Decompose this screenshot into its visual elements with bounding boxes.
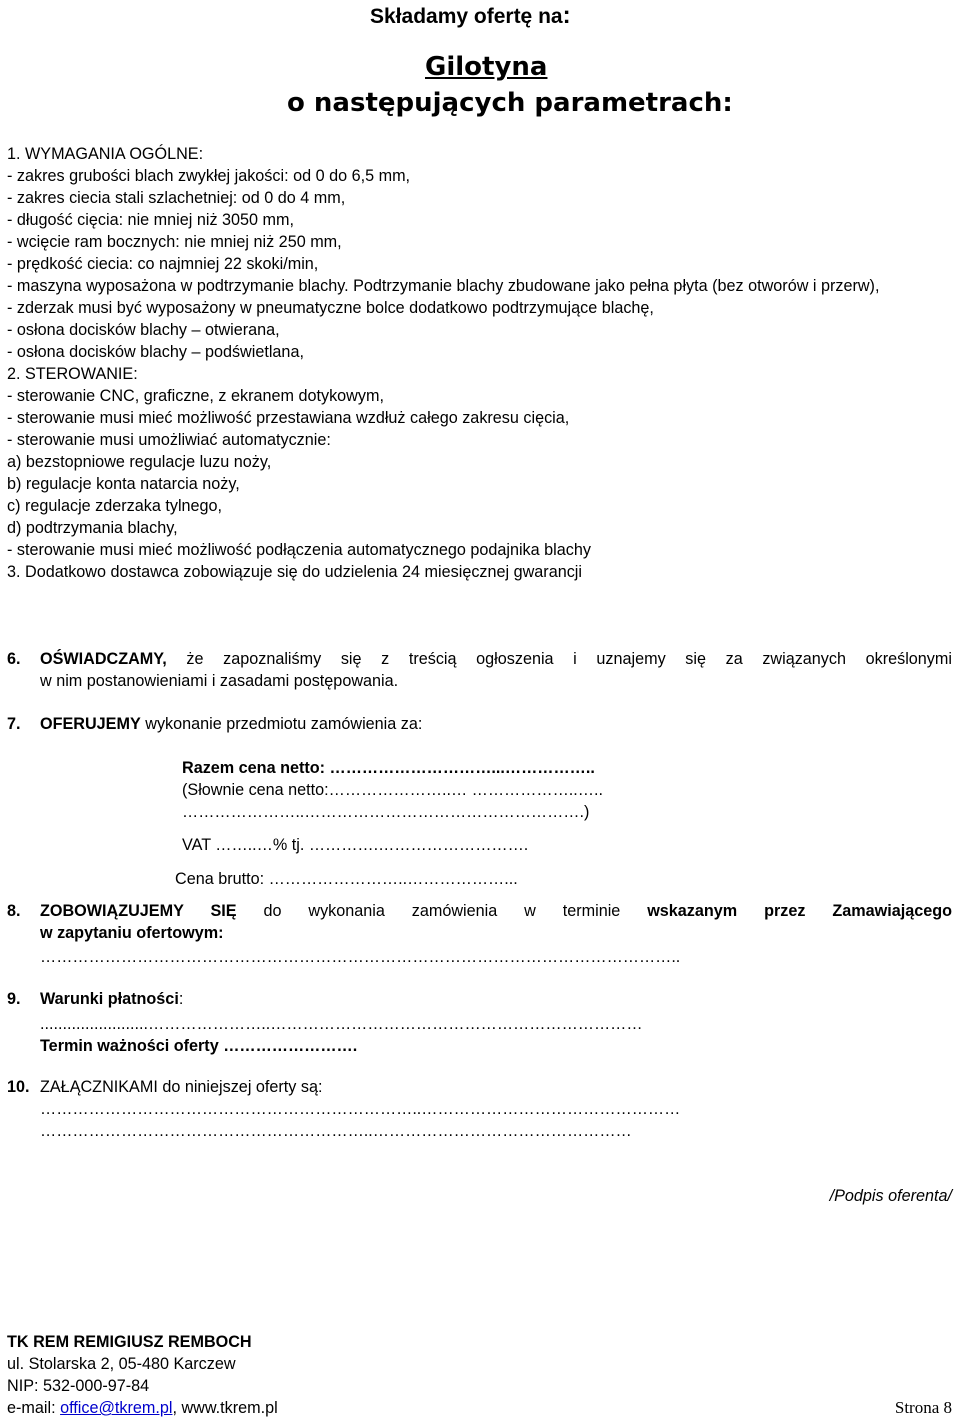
- declaration-text-2: w nim postanowieniami i zasadami postępowania.: [40, 672, 399, 690]
- attachments-field-1[interactable]: ……………………………………………………………..…………………………………………: [40, 1100, 681, 1118]
- section-number: 8.: [7, 902, 21, 920]
- offer-label: OFERUJEMY: [40, 715, 141, 733]
- email-label: e-mail:: [7, 1399, 61, 1417]
- net-price-words-cont[interactable]: …………………..…………………………………………….): [182, 803, 590, 821]
- commitment-label: ZOBOWIĄZUJEMY SIĘ: [40, 902, 237, 920]
- deadline-field[interactable]: ………………………………………………………………………………………………………..: [40, 948, 681, 966]
- warranty-line: 3. Dodatkowo dostawca zobowiązuje się do udzielenia 24 miesięcznej gwarancji: [7, 563, 582, 581]
- section-offer-price: [7, 713, 952, 735]
- control-item: a) bezstopniowe regulacje luzu noży,: [7, 453, 272, 471]
- commitment-text-2: w zapytaniu ofertowym:: [40, 924, 224, 942]
- section-number: 6.: [7, 650, 21, 668]
- control-heading: 2. STEROWANIE:: [7, 365, 138, 383]
- validity-field[interactable]: …………………….: [218, 1037, 358, 1055]
- control-item: d) podtrzymania blachy,: [7, 519, 178, 537]
- company-address: ul. Stolarska 2, 05-480 Karczew: [7, 1355, 236, 1373]
- declaration-text: że zapoznaliśmy się z treścią ogłoszenia i uznajemy się za związanych określonymi: [166, 650, 952, 668]
- req-item: - zakres ciecia stali szlachetniej: od 0 do 4 mm,: [7, 189, 346, 207]
- commitment-text: do wykonania zamówienia w terminie: [236, 902, 648, 920]
- subject-title: Gilotyna: [425, 52, 548, 82]
- section-payment: 9. Warunki płatności: ........................…………………..…………………………………………………………… Termin ważności oferty …………………….: [7, 988, 952, 1057]
- parameters-subtitle: o następujących parametrach:: [287, 88, 733, 118]
- company-nip: NIP: 532-000-97-84: [7, 1377, 150, 1395]
- section-number: 9.: [7, 990, 21, 1008]
- page-number: Strona 8: [894, 1398, 952, 1417]
- payment-field[interactable]: ........................…………………..……………………………………………………………: [40, 1015, 643, 1033]
- req-item: - długość cięcia: nie mniej niż 3050 mm,: [7, 211, 295, 229]
- req-item: - osłona docisków blachy – podświetlana,: [7, 343, 304, 361]
- email-link[interactable]: office@tkrem.pl: [60, 1399, 173, 1417]
- declaration-label: OŚWIADCZAMY,: [40, 650, 167, 668]
- payment-label: Warunki płatności: [40, 990, 179, 1008]
- req-item: - wcięcie ram bocznych: nie mniej niż 250 mm,: [7, 233, 342, 251]
- req-item: - zderzak musi być wyposażony w pneumatyczne bolce dodatkowo podtrzymujące blachę,: [7, 299, 654, 317]
- attachments-label: ZAŁĄCZNIKAMI do niniejszej oferty są:: [40, 1078, 323, 1096]
- control-item: - sterowanie musi mieć możliwość przestawiana wzdłuż całego zakresu cięcia,: [7, 409, 570, 427]
- attachments-field-2[interactable]: ……………………………………………………..…………………………………………: [40, 1122, 632, 1140]
- req-item: - osłona docisków blachy – otwierana,: [7, 321, 280, 339]
- control-item: - sterowanie musi mieć możliwość podłączenia automatycznego podajnika blachy: [7, 541, 591, 559]
- general-heading: 1. WYMAGANIA OGÓLNE:: [7, 145, 204, 163]
- gross-price-field[interactable]: Cena brutto: ……………………..………………...: [175, 870, 518, 888]
- vat-field[interactable]: VAT ……..…% tj. ………….……………………….: [182, 836, 529, 854]
- req-item: - maszyna wyposażona w podtrzymanie blachy. Podtrzymanie blachy zbudowane jako pełna płyta (bez otworów i przerw),: [7, 277, 880, 295]
- section-number: 7.: [7, 715, 21, 733]
- offer-text: wykonanie przedmiotu zamówienia za:: [140, 715, 423, 733]
- footer: TK REM REMIGIUSZ REMBOCH ul. Stolarska 2, 05-480 Karczew NIP: 532-000-97-84 e-mail: office@tkrem.pl, www.tkrem.pl: [7, 1333, 278, 1417]
- website-link[interactable]: www.tkrem.pl: [181, 1399, 278, 1417]
- control-item: - sterowanie musi umożliwiać automatycznie:: [7, 431, 331, 449]
- section-declaration: [7, 648, 952, 692]
- control-item: c) regulacje zderzaka tylnego,: [7, 497, 223, 515]
- section-commitment: [7, 900, 952, 968]
- signature-label: /Podpis oferenta/: [829, 1187, 952, 1205]
- commitment-text-bold: wskazanym przez Zamawiającego: [647, 902, 953, 920]
- net-price-words-field[interactable]: (Słownie cena netto:…………………..… ………………..…..: [182, 781, 603, 799]
- req-item: - zakres grubości blach zwykłej jakości: od 0 do 6,5 mm,: [7, 167, 411, 185]
- section-number: 10.: [7, 1078, 30, 1096]
- req-item: - prędkość ciecia: co najmniej 22 skoki/min,: [7, 255, 319, 273]
- validity-label: Termin ważności oferty: [40, 1037, 219, 1055]
- section-attachments: [7, 1076, 952, 1142]
- control-item: - sterowanie CNC, graficzne, z ekranem dotykowym,: [7, 387, 384, 405]
- net-price-field[interactable]: Razem cena netto: …………………………...……………..: [182, 759, 595, 777]
- requirements-section: [7, 143, 952, 583]
- company-name: TK REM REMIGIUSZ REMBOCH: [7, 1333, 252, 1351]
- offer-title: Składamy ofertę na:: [370, 2, 571, 29]
- control-item: b) regulacje konta natarcia noży,: [7, 475, 240, 493]
